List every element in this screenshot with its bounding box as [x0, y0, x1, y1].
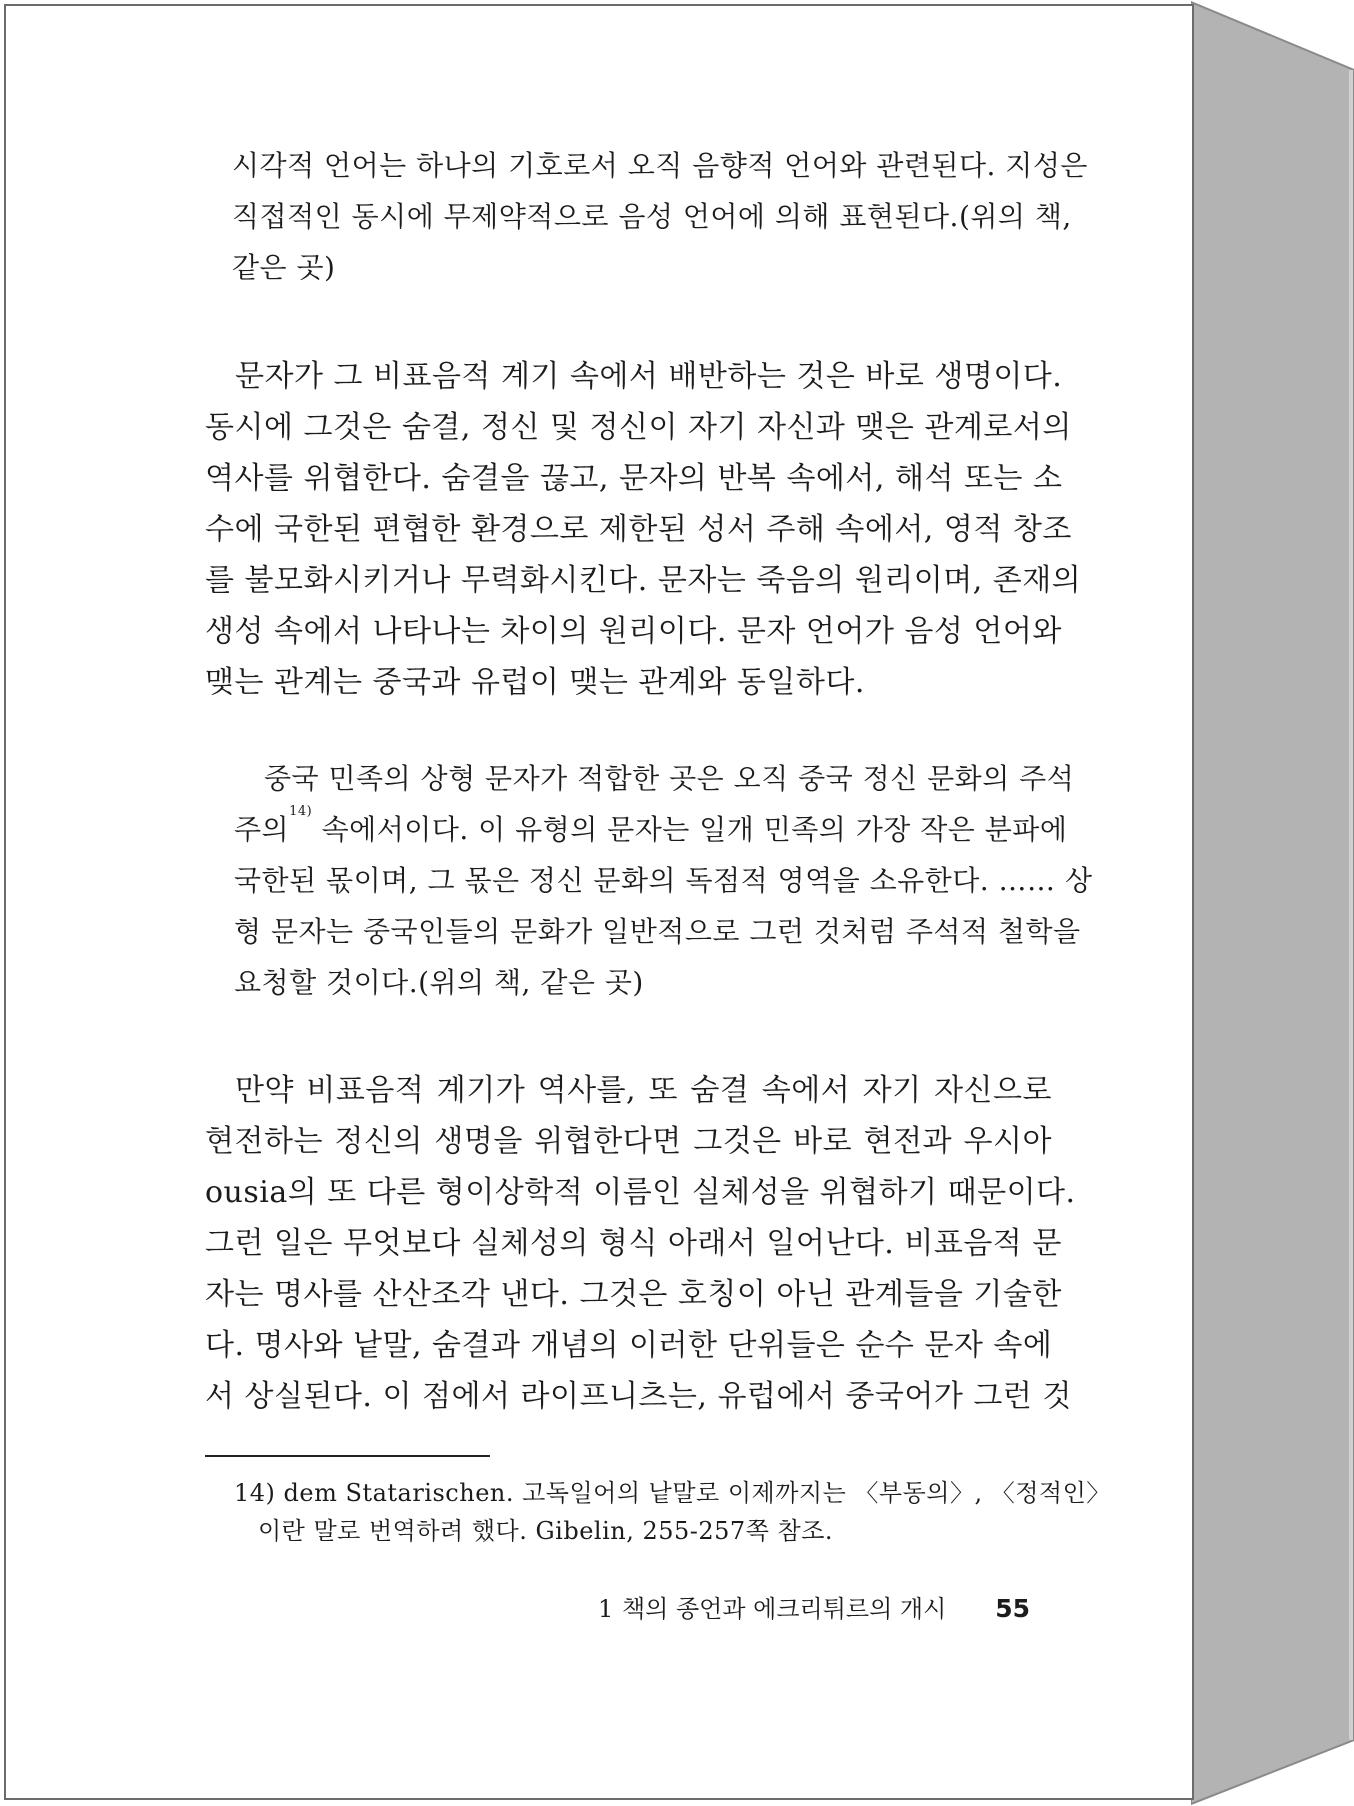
- running-title: 책의 종언과 에크리튀르의 개시: [622, 1595, 947, 1623]
- para1-line: 동시에 그것은 숨결, 정신 및 정신이 자기 자신과 맺은 관계로서의: [205, 410, 1072, 445]
- quote2-line: 요청할 것이다.(위의 책, 같은 곳): [234, 966, 644, 999]
- para2-line: ousia의 또 다른 형이상학적 이름인 실체성을 위협하기 때문이다.: [205, 1175, 1076, 1210]
- quote2-line: [234, 804, 1068, 848]
- quote2-line: 형 문자는 중국인들의 문화가 일반적으로 그런 것처럼 주석적 철학을: [234, 915, 1081, 948]
- para2-line: 만약 비표음적 계기가 역사를, 또 숨결 속에서 자기 자신으로: [235, 1073, 1052, 1108]
- chapter-number: 1: [598, 1595, 614, 1623]
- footnote-rule: [205, 1455, 490, 1457]
- para1-line: 생성 속에서 나타나는 차이의 원리이다. 문자 언어가 음성 언어와: [205, 614, 1062, 649]
- para1-line: 역사를 위협한다. 숨결을 끊고, 문자의 반복 속에서, 해석 또는 소: [205, 461, 1063, 496]
- para1-line: 수에 국한된 편협한 환경으로 제한된 성서 주해 속에서, 영적 창조: [205, 512, 1072, 547]
- para1-line: 맺는 관계는 중국과 유럽이 맺는 관계와 동일하다.: [205, 665, 865, 700]
- para2-line: 자는 명사를 산산조각 낸다. 그것은 호칭이 아닌 관계들을 기술한: [205, 1277, 1062, 1312]
- running-footer: [598, 1589, 1030, 1624]
- quote1-line: 시각적 언어는 하나의 기호로서 오직 음향적 언어와 관련된다. 지성은: [232, 149, 1088, 182]
- quote2-text: 주의: [234, 813, 290, 846]
- page-number: 55: [995, 1594, 1030, 1623]
- para1-line: 를 불모화시키거나 무력화시킨다. 문자는 죽음의 원리이며, 존재의: [205, 563, 1082, 598]
- para2-line: 서 상실된다. 이 점에서 라이프니츠는, 유럽에서 중국어가 그런 것: [205, 1379, 1072, 1414]
- quote1-line: 직접적인 동시에 무제약적으로 음성 언어에 의해 표현된다.(위의 책,: [232, 200, 1072, 233]
- para1-line: 문자가 그 비표음적 계기 속에서 배반하는 것은 바로 생명이다.: [235, 359, 1063, 394]
- para2-line: 현전하는 정신의 생명을 위협한다면 그것은 바로 현전과 우시아: [205, 1124, 1052, 1159]
- footnote-reference: 14): [289, 804, 313, 819]
- footnote-line: 14) dem Statarischen. 고독일어의 낱말로 이제까지는 〈부동의〉, 〈정적인〉: [234, 1479, 1111, 1507]
- quote1-line: 같은 곳): [232, 251, 336, 284]
- book-page-edge: [1191, 0, 1354, 1806]
- footnote-line: 이란 말로 번역하려 했다. Gibelin, 255-257쪽 참조.: [258, 1517, 834, 1545]
- quote2-text: 속에서이다. 이 유형의 문자는 일개 민족의 가장 작은 분파에: [312, 813, 1068, 846]
- quote2-line: 중국 민족의 상형 문자가 적합한 곳은 오직 중국 정신 문화의 주석: [264, 762, 1075, 795]
- quote2-line: 국한된 몫이며, 그 몫은 정신 문화의 독점적 영역을 소유한다. …… 상: [234, 864, 1093, 897]
- para2-line: 그런 일은 무엇보다 실체성의 형식 아래서 일어난다. 비표음적 문: [205, 1226, 1062, 1261]
- para2-line: 다. 명사와 낱말, 숨결과 개념의 이러한 단위들은 순수 문자 속에: [205, 1328, 1053, 1363]
